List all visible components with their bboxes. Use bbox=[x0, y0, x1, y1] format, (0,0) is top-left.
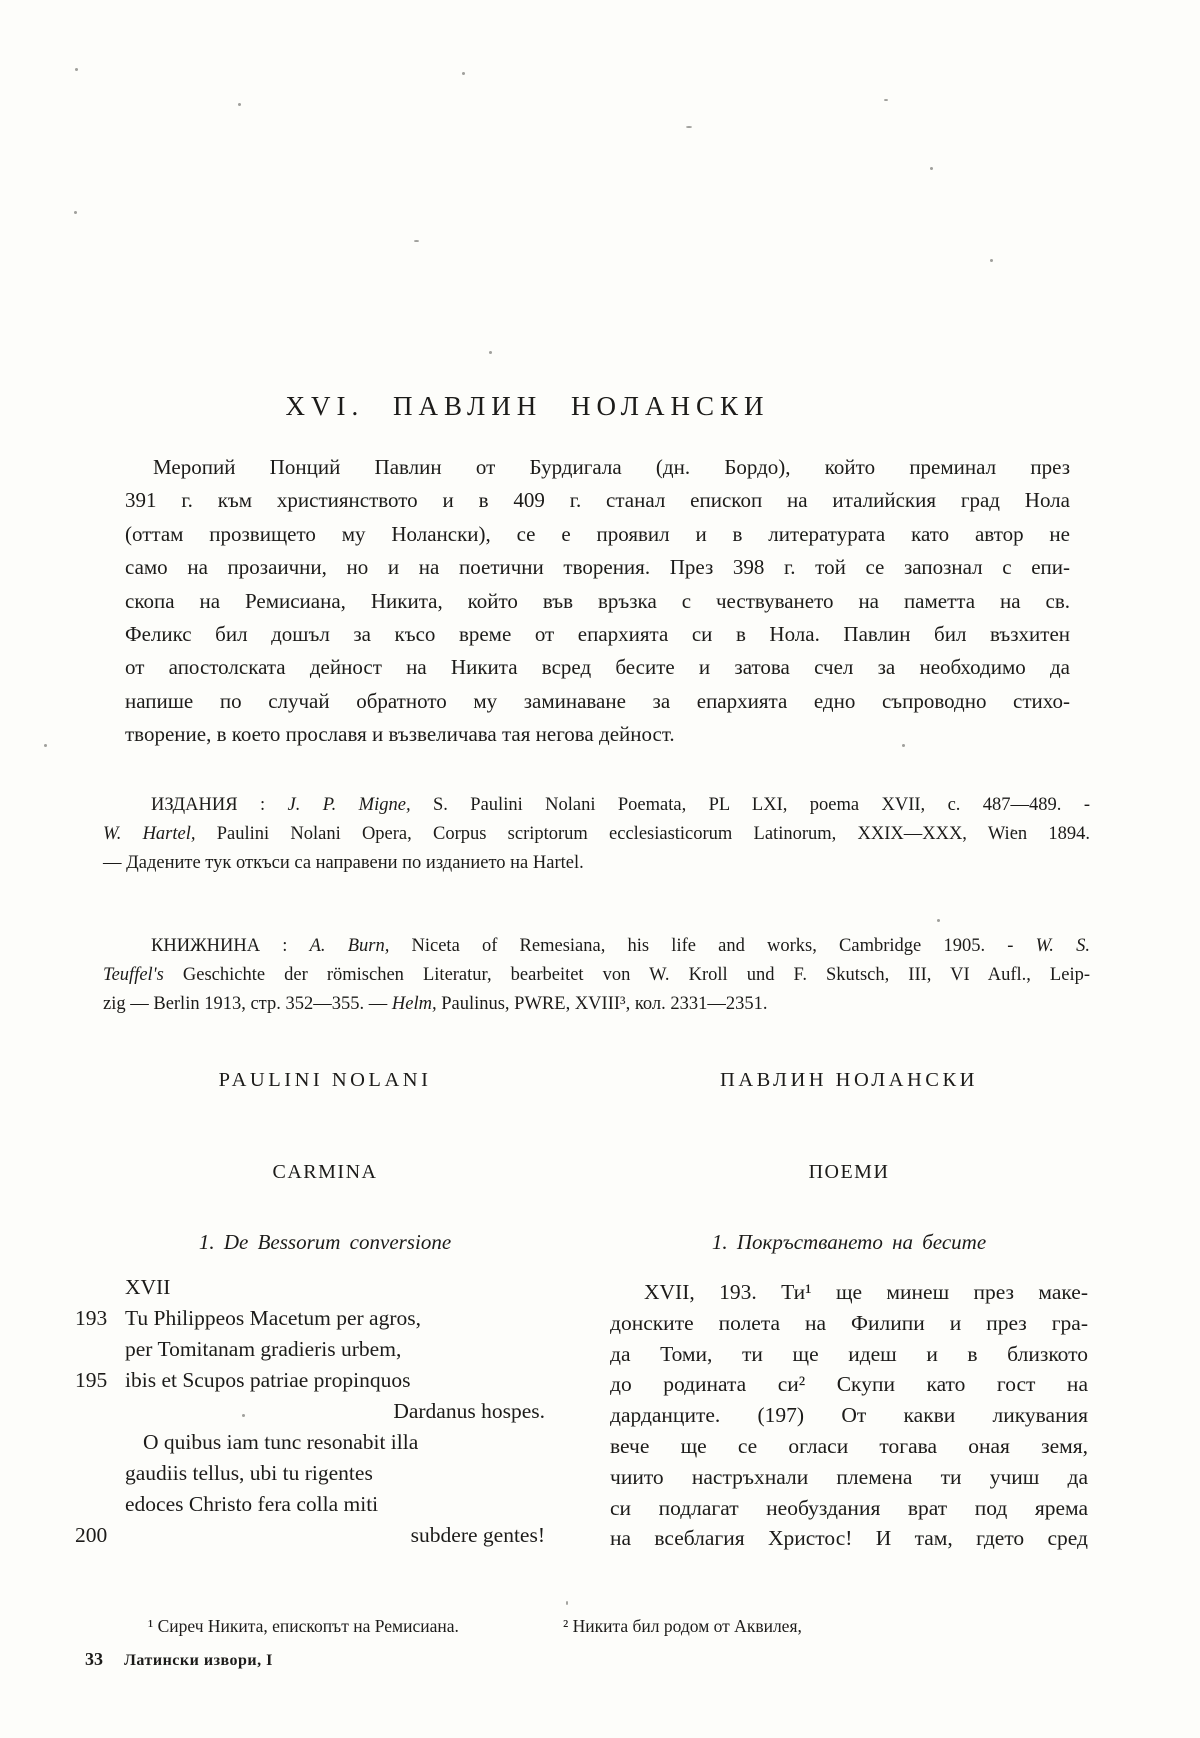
text-line: си подлагат необуздания врат под ярема bbox=[610, 1495, 1088, 1520]
verse-line-text: subdere gentes! bbox=[410, 1523, 545, 1547]
chapter-title: XVI. ПАВЛИН НОЛАНСКИ bbox=[285, 391, 770, 421]
verse-line-number bbox=[75, 1489, 125, 1520]
text-line: 391 г. към християнството и в 409 г. станал епископ на италийския град Нола bbox=[125, 488, 1070, 513]
text-line: XVII, 193. Ти¹ ще минеш през маке- bbox=[644, 1280, 1088, 1304]
series-label: Латински извори, I bbox=[124, 1652, 273, 1669]
text-line: до родината си² Скупи като гост на bbox=[610, 1372, 1088, 1397]
intro-paragraph bbox=[125, 451, 1070, 752]
text-line: Меропий Понций Павлин от Бурдигала (дн. Бордо), който преминал през bbox=[153, 455, 1070, 479]
text-line: от апостолската дейност на Никита всред бесите и затова счел за необходимо да bbox=[125, 655, 1070, 680]
poem-title-bulgarian: 1. Покръстването на бесите bbox=[711, 1230, 987, 1254]
verse-line-text: Tu Philippeos Macetum per agros, bbox=[125, 1306, 422, 1330]
scan-speck bbox=[238, 103, 241, 106]
translation-paragraph bbox=[610, 1277, 1088, 1554]
text-line: дарданците. (197) От какви ликувания bbox=[610, 1403, 1088, 1428]
verse-lines bbox=[75, 1303, 545, 1551]
latin-verse-block bbox=[75, 1272, 545, 1551]
text-line bbox=[103, 961, 1090, 990]
verse-line bbox=[75, 1489, 545, 1520]
scan-speck bbox=[990, 259, 993, 262]
italic-segment: W. S. bbox=[1035, 936, 1090, 956]
text-line: само на прозаични, но и на поетични творения. През 398 г. той се запознал с епи- bbox=[125, 555, 1070, 580]
text-line: творение, в което прославя и възвеличава тая негова дейност. bbox=[125, 722, 675, 747]
text-line: чиито настръхнали племена ти учиш да bbox=[610, 1464, 1088, 1489]
poem-number: XVII bbox=[125, 1275, 171, 1299]
text-line: (оттам прозвището му Нолански), се е проявил и в литературата като автор не bbox=[125, 521, 1070, 546]
scan-speck bbox=[686, 126, 692, 128]
verse-line-text: O quibus iam tunc resonabit illa bbox=[143, 1430, 419, 1454]
verse-line-text: edoces Christo fera colla miti bbox=[125, 1492, 379, 1516]
verse-line bbox=[75, 1520, 545, 1551]
bulgarian-column-subheader: ПОЕМИ bbox=[808, 1161, 890, 1183]
footnote-2: ² Никита бил родом от Аквилея, bbox=[563, 1616, 802, 1636]
text-line: донските полета на Филипи и през гра- bbox=[610, 1310, 1088, 1335]
verse-line-number: 195 bbox=[75, 1368, 108, 1392]
text-line: скопа на Ремисиана, Никита, който във връзка с чествуването на паметта на св. bbox=[125, 588, 1070, 613]
scan-speck bbox=[937, 919, 940, 922]
verse-line-text: per Tomitanam gradieris urbem, bbox=[125, 1337, 402, 1361]
verse-line bbox=[75, 1303, 545, 1334]
verse-line-number bbox=[75, 1334, 125, 1365]
page-number: 33 bbox=[85, 1649, 103, 1669]
verse-line-number: 200 bbox=[75, 1523, 108, 1547]
text-segment: ИЗДАНИЯ : bbox=[151, 795, 288, 815]
text-segment: S. Paulini Nolani Poemata, PL LXI, poema XVII, c. 487—489. - bbox=[410, 795, 1090, 815]
verse-line-text: gaudiis tellus, ubi tu rigentes bbox=[125, 1461, 373, 1485]
scan-speck bbox=[566, 1601, 568, 1605]
verse-line-number bbox=[75, 1458, 125, 1489]
scan-speck bbox=[462, 72, 465, 75]
text-line bbox=[103, 849, 1090, 878]
verse-line-number: 193 bbox=[75, 1306, 108, 1330]
bulgarian-column-header: ПАВЛИН НОЛАНСКИ bbox=[720, 1069, 978, 1091]
scan-speck bbox=[44, 744, 47, 747]
text-segment: Niceta of Remesiana, his life and works, Cambridge 1905. - bbox=[389, 936, 1036, 956]
verse-line bbox=[75, 1365, 545, 1396]
text-line: да Томи, ти ще идеш и в близкото bbox=[610, 1341, 1088, 1366]
verse-line bbox=[75, 1396, 545, 1427]
text-line bbox=[103, 932, 1090, 961]
text-segment: — Дадените тук откъси са направени по изданието на Hartel. bbox=[103, 853, 584, 873]
text-line bbox=[103, 990, 1090, 1019]
verse-line-number bbox=[75, 1427, 125, 1458]
italic-segment: A. Burn, bbox=[309, 936, 390, 956]
verse-line-text: ibis et Scupos patriae propinquos bbox=[125, 1368, 411, 1392]
text-line: вече ще се огласи тогава оная земя, bbox=[610, 1433, 1088, 1458]
text-line bbox=[103, 791, 1090, 820]
text-segment: Paulini Nolani Opera, Corpus scriptorum ecclesiasticorum Latinorum, XXIX—XXX, Wien 1894. bbox=[195, 824, 1091, 844]
scan-speck bbox=[75, 68, 78, 71]
scan-speck bbox=[930, 167, 933, 170]
text-segment: КНИЖНИНА : bbox=[151, 936, 310, 956]
verse-line-number bbox=[75, 1396, 125, 1427]
scan-speck bbox=[884, 99, 888, 101]
scan-speck bbox=[74, 211, 77, 214]
scan-speck bbox=[414, 240, 419, 242]
text-segment: zig — Berlin 1913, стр. 352—355. — bbox=[103, 994, 392, 1014]
text-segment: Paulinus, PWRE, XVIII³, кол. 2331—2351. bbox=[436, 994, 768, 1014]
italic-segment: J. P. Migne, bbox=[287, 795, 411, 815]
text-line: напише по случай обратното му заминаване за епархията едно съпроводно стихо- bbox=[125, 688, 1070, 713]
italic-segment: W. Hartel, bbox=[103, 824, 196, 844]
verse-line bbox=[75, 1334, 545, 1365]
italic-segment: Teuffel's bbox=[103, 965, 164, 985]
latin-column-subheader: CARMINA bbox=[272, 1161, 378, 1183]
italic-segment: Helm, bbox=[391, 994, 437, 1014]
footnote-1: ¹ Сиреч Никита, епископът на Ремисиана. bbox=[148, 1616, 459, 1636]
verse-line bbox=[75, 1458, 545, 1489]
scan-speck bbox=[489, 351, 492, 354]
text-line bbox=[103, 820, 1090, 849]
verse-line bbox=[75, 1427, 545, 1458]
text-line: Феликс бил дошъл за късо време от епархията си в Нола. Павлин бил възхитен bbox=[125, 622, 1070, 647]
text-line: на всеблагия Христос! И там, гдето сред bbox=[610, 1526, 1088, 1551]
verse-line-text: Dardanus hospes. bbox=[393, 1399, 545, 1423]
poem-title-latin: 1. De Bessorum conversione bbox=[198, 1230, 452, 1254]
bibliography-paragraph bbox=[103, 932, 1090, 1019]
editions-paragraph bbox=[103, 791, 1090, 878]
latin-column-header: PAULINI NOLANI bbox=[218, 1069, 432, 1091]
text-segment: Geschichte der römischen Literatur, bearbeitet von W. Kroll und F. Skutsch, III, VI Aufl., Leip- bbox=[163, 965, 1090, 985]
